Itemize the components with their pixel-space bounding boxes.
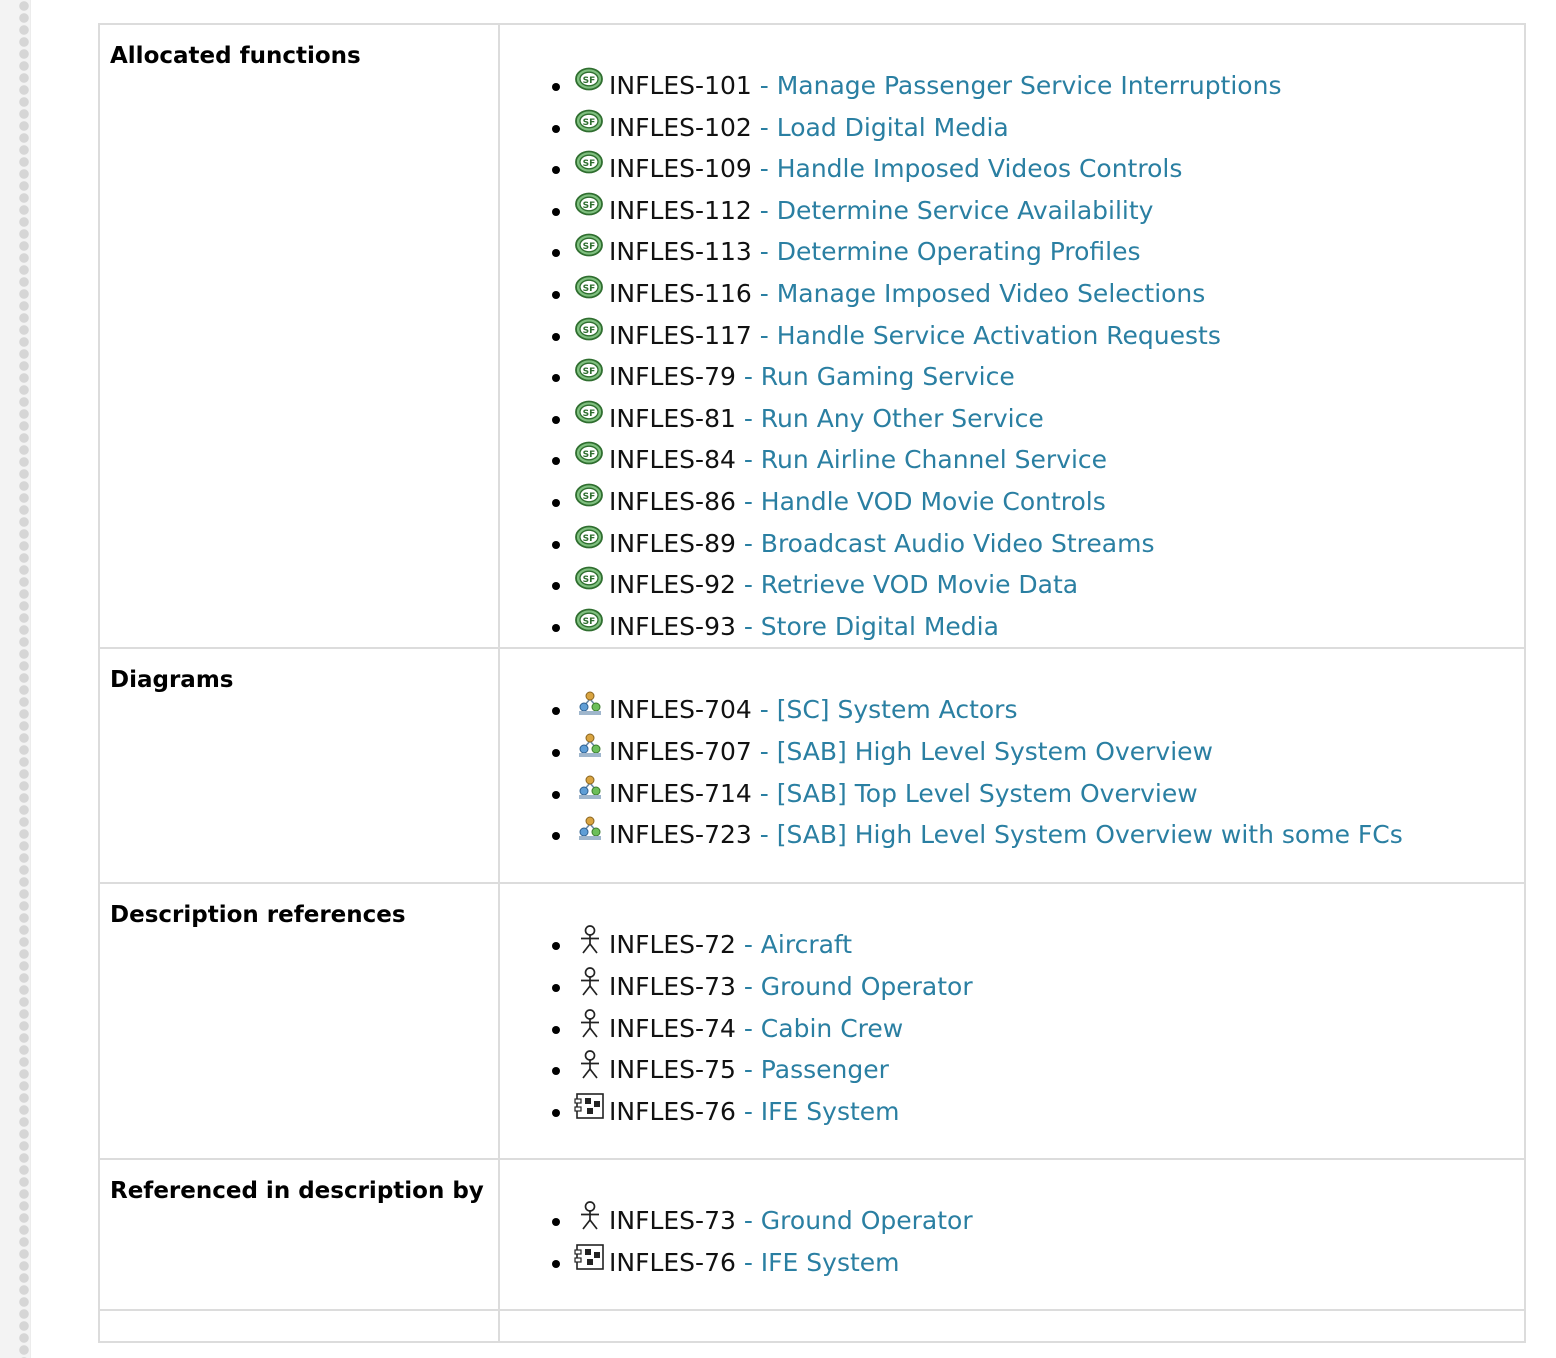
system-function-icon: [574, 399, 606, 429]
item-id: INFLES-707: [609, 736, 752, 766]
section-item-list: [500, 1160, 1524, 1283]
item-link[interactable]: - IFE System: [735, 1247, 900, 1277]
item-link[interactable]: - Determine Operating Profiles: [751, 237, 1141, 267]
section-item-list: [500, 25, 1524, 647]
item-link[interactable]: - Retrieve VOD Movie Data: [735, 570, 1079, 600]
list-item: [574, 523, 1524, 565]
item-id: INFLES-101: [609, 71, 752, 100]
section-label: Description references: [110, 902, 406, 929]
system-function-icon: [574, 440, 606, 470]
list-item: [574, 190, 1524, 232]
svg-text:SF: • SF: [582, 616, 596, 627]
section-values-cell: [499, 648, 1525, 883]
item-id: INFLES-116: [609, 278, 752, 308]
system-function-icon: [574, 482, 606, 512]
item-link[interactable]: - Handle VOD Movie Controls: [735, 486, 1106, 516]
actor-icon: [574, 925, 606, 955]
item-link[interactable]: - [SAB] Top Level System Overview: [751, 778, 1198, 808]
section-label-cell: [99, 1310, 499, 1342]
section-row: [99, 24, 1525, 648]
section-label: Allocated functions: [110, 43, 361, 69]
svg-text:SF: • SF: [582, 367, 596, 378]
list-item: [574, 148, 1524, 190]
item-link[interactable]: - [SAB] High Level System Overview with some FCs: [751, 820, 1403, 850]
section-label: Diagrams: [110, 667, 234, 694]
diagram-icon: [574, 690, 606, 720]
item-link[interactable]: - Store Digital Media: [735, 611, 999, 641]
svg-text:SF: • SF: [582, 76, 596, 86]
item-id: INFLES-84: [609, 445, 736, 475]
section-item-list: [500, 884, 1524, 1132]
item-id: INFLES-73: [609, 1206, 736, 1236]
list-item: [574, 814, 1524, 856]
system-function-icon: [574, 274, 606, 304]
section-values-cell: [499, 883, 1525, 1159]
list-item: [574, 1200, 1524, 1242]
list-item: [574, 65, 1524, 107]
system-function-icon: [574, 191, 606, 221]
svg-text:SF: • SF: [582, 159, 596, 170]
list-item: [574, 564, 1524, 606]
diagram-icon: [574, 774, 606, 804]
section-item-list: [500, 649, 1524, 855]
actor-icon: [574, 967, 606, 997]
list-item: [574, 107, 1524, 149]
list-item: [574, 966, 1524, 1008]
list-item: [574, 315, 1524, 357]
list-item: [574, 773, 1524, 815]
actor-icon: [574, 1009, 606, 1039]
item-link[interactable]: - Run Any Other Service: [735, 403, 1044, 433]
item-link[interactable]: - Manage Imposed Video Selections: [751, 278, 1206, 308]
svg-text:SF: • SF: [582, 325, 596, 336]
system-function-icon: [574, 108, 606, 138]
item-link[interactable]: - [SAB] High Level System Overview: [751, 736, 1213, 766]
svg-text:SF: • SF: [582, 242, 596, 253]
item-id: INFLES-79: [609, 362, 736, 392]
section-values-cell: [499, 1159, 1525, 1310]
item-link[interactable]: - Determine Service Availability: [751, 195, 1154, 225]
section-label-cell: [99, 1159, 499, 1310]
next-section-row-partial: [99, 1310, 1525, 1342]
item-link[interactable]: - Ground Operator: [735, 971, 973, 1001]
section-label-cell: [99, 648, 499, 883]
actor-icon: [574, 1050, 606, 1080]
list-item: [574, 689, 1524, 731]
item-id: INFLES-714: [609, 778, 752, 808]
list-item: [574, 231, 1524, 273]
list-item: [574, 924, 1524, 966]
item-link[interactable]: - Run Gaming Service: [735, 362, 1015, 392]
item-id: INFLES-109: [609, 154, 752, 184]
item-id: INFLES-73: [609, 971, 736, 1001]
item-link[interactable]: - Load Digital Media: [751, 112, 1009, 142]
item-id: INFLES-704: [609, 695, 752, 725]
system-function-icon: [574, 357, 606, 387]
section-row: [99, 883, 1525, 1159]
system-function-icon: [574, 607, 606, 637]
list-item: [574, 398, 1524, 440]
svg-text:SF: • SF: [582, 533, 596, 544]
item-link[interactable]: - Handle Imposed Videos Controls: [751, 154, 1183, 184]
svg-text:SF: • SF: [582, 117, 596, 128]
list-item: [574, 481, 1524, 523]
svg-text:SF: • SF: [582, 408, 596, 419]
item-id: INFLES-92: [609, 570, 736, 600]
list-item: [574, 731, 1524, 773]
system-function-icon: [574, 149, 606, 179]
item-id: INFLES-74: [609, 1013, 736, 1043]
item-id: INFLES-723: [609, 820, 752, 850]
item-link[interactable]: - Manage Passenger Service Interruptions: [751, 71, 1282, 100]
section-label-cell: [99, 24, 499, 648]
section-values-cell: [499, 24, 1525, 648]
item-link[interactable]: - Passenger: [735, 1055, 889, 1085]
system-function-icon: [574, 524, 606, 554]
item-id: INFLES-102: [609, 112, 752, 142]
list-item: [574, 273, 1524, 315]
diagram-icon: [574, 732, 606, 762]
item-link[interactable]: - Broadcast Audio Video Streams: [735, 528, 1155, 558]
section-values-cell: [499, 1310, 1525, 1342]
svg-text:SF: • SF: [582, 491, 596, 502]
item-link[interactable]: - Cabin Crew: [735, 1013, 904, 1043]
item-id: INFLES-76: [609, 1096, 736, 1126]
system-component-icon: [574, 1092, 606, 1122]
properties-table: [98, 23, 1526, 1343]
item-id: INFLES-89: [609, 528, 736, 558]
list-item: [574, 439, 1524, 481]
svg-text:SF: • SF: [582, 450, 596, 461]
item-link[interactable]: - [SC] System Actors: [751, 695, 1018, 725]
item-id: INFLES-113: [609, 237, 752, 267]
item-id: INFLES-72: [609, 930, 736, 960]
svg-text:SF: • SF: [582, 283, 596, 294]
list-item: [574, 1242, 1524, 1284]
section-row: [99, 1159, 1525, 1310]
item-id: INFLES-112: [609, 195, 752, 225]
svg-text:SF: • SF: [582, 200, 596, 211]
item-id: INFLES-117: [609, 320, 752, 350]
item-link[interactable]: - Handle Service Activation Requests: [751, 320, 1221, 350]
item-id: INFLES-86: [609, 486, 736, 516]
section-label: Referenced in description by: [110, 1178, 484, 1205]
list-item: [574, 606, 1524, 648]
item-id: INFLES-81: [609, 403, 736, 433]
svg-text:SF: • SF: [582, 575, 596, 586]
item-id: INFLES-76: [609, 1247, 736, 1277]
section-label-cell: [99, 883, 499, 1159]
item-id: INFLES-75: [609, 1055, 736, 1085]
page-margin-binding: [0, 0, 31, 1358]
item-id: INFLES-93: [609, 611, 736, 641]
item-link[interactable]: - Aircraft: [735, 930, 853, 960]
system-function-icon: [574, 316, 606, 346]
actor-icon: [574, 1201, 606, 1231]
list-item: [574, 1091, 1524, 1133]
system-function-icon: [574, 66, 606, 96]
system-component-icon: [574, 1243, 606, 1273]
item-link[interactable]: - Ground Operator: [735, 1206, 973, 1236]
system-function-icon: [574, 565, 606, 595]
properties-body: [99, 24, 1525, 1342]
item-link[interactable]: - IFE System: [735, 1096, 900, 1126]
section-row: [99, 648, 1525, 883]
system-function-icon: [574, 232, 606, 262]
list-item: [574, 1049, 1524, 1091]
item-link[interactable]: - Run Airline Channel Service: [735, 445, 1108, 475]
list-item: [574, 1008, 1524, 1050]
diagram-icon: [574, 815, 606, 845]
list-item: [574, 356, 1524, 398]
